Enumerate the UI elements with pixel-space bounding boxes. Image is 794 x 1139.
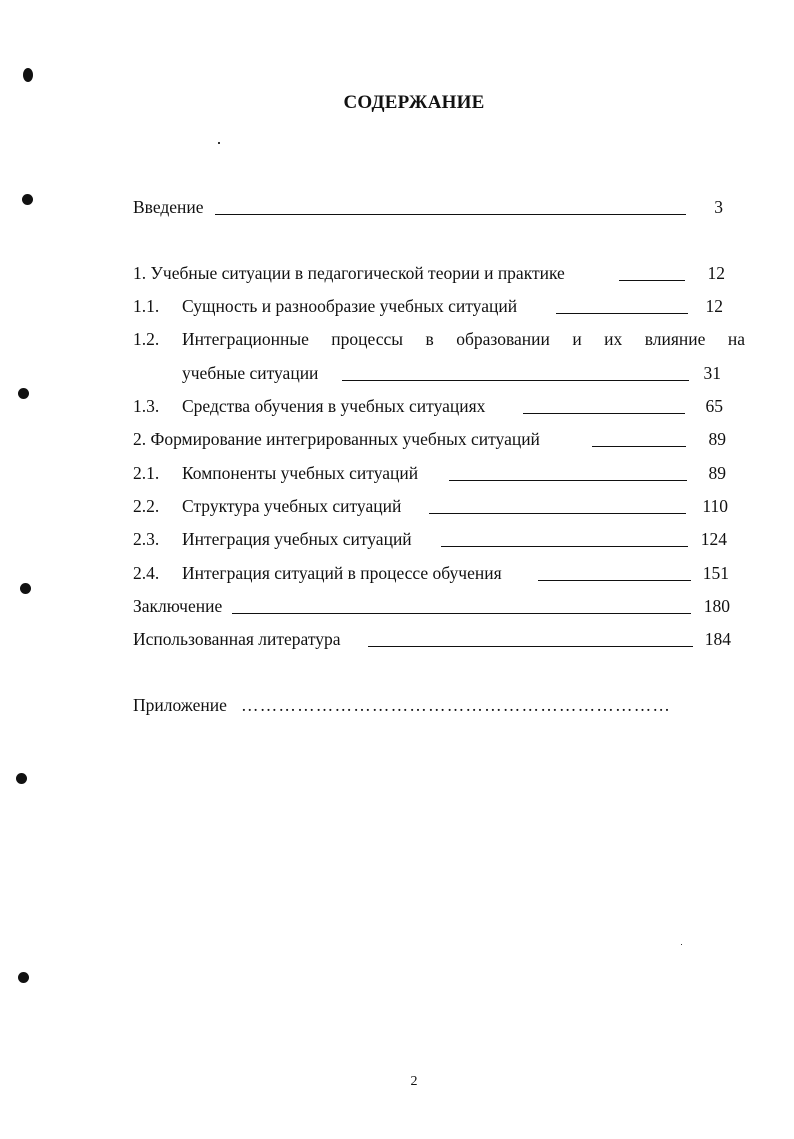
toc-entry-number: 1.2.: [133, 329, 160, 349]
toc-entry-page: 89: [708, 429, 726, 449]
toc-entry-number: 1.1.: [133, 296, 160, 316]
toc-leader-line: [342, 380, 689, 381]
toc-leader-line: [449, 480, 687, 481]
toc-entry-chapter-2: [133, 427, 733, 451]
scan-speck: [218, 142, 220, 144]
toc-entry-number: 1.3.: [133, 396, 160, 416]
toc-entry-number: 2.4.: [133, 563, 160, 583]
toc-entry-label: 1. Учебные ситуации в педагогической теории и практике: [133, 263, 565, 283]
toc-entry-label: Средства обучения в учебных ситуациях: [182, 396, 486, 416]
toc-leader-dots: ……………………………………………………………: [241, 695, 672, 715]
toc-entry-label: Интеграция ситуаций в процессе обучения: [182, 563, 502, 583]
toc-entry-label-line-2: учебные ситуации: [182, 363, 319, 383]
toc-leader-line: [538, 580, 691, 581]
toc-leader-line: [592, 446, 686, 447]
binder-hole: [22, 194, 33, 205]
page-title: СОДЕРЖАНИЕ: [343, 92, 485, 113]
toc-leader-line: [556, 313, 688, 314]
toc-leader-line: [232, 613, 691, 614]
binder-hole: [23, 68, 33, 82]
toc-entry-section-2-3: [133, 527, 733, 551]
toc-entry-page: 65: [705, 396, 723, 416]
toc-entry-section-2-4: [133, 561, 733, 585]
binder-hole: [18, 388, 29, 399]
toc-entry-number: 2.2.: [133, 496, 160, 516]
toc-entry-section-1-1: [133, 294, 733, 318]
toc-entry-section-2-1: [133, 461, 733, 485]
toc-entry-label: Структура учебных ситуаций: [182, 496, 402, 516]
toc-entry-page: 110: [702, 496, 728, 516]
binder-hole: [16, 773, 27, 784]
toc-entry-label: Сущность и разнообразие учебных ситуаций: [182, 296, 518, 316]
toc-entry-page: 12: [707, 263, 725, 283]
page-number: 2: [410, 1074, 418, 1089]
toc-entry-page: 3: [714, 197, 723, 217]
toc-leader-line: [368, 646, 693, 647]
toc-leader-line: [441, 546, 688, 547]
toc-entry-page: 89: [708, 463, 726, 483]
toc-entry-chapter-1: [133, 261, 733, 285]
toc-entry-section-2-2: [133, 494, 733, 518]
toc-entry-introduction: [133, 195, 733, 219]
scan-speck: [681, 944, 682, 945]
binder-hole: [20, 583, 31, 594]
toc-entry-label-line-1: Интеграционные процессы в образовании и их влияние на: [182, 329, 745, 349]
toc-leader-line: [429, 513, 686, 514]
toc-entry-label: 2. Формирование интегрированных учебных ситуаций: [133, 429, 540, 449]
toc-entry-label: Введение: [133, 197, 204, 217]
toc-leader-line: [619, 280, 685, 281]
toc-entry-label: Заключение: [133, 596, 223, 616]
toc-entry-number: 2.1.: [133, 463, 160, 483]
toc-entry-number: 2.3.: [133, 529, 160, 549]
toc-entry-page: 124: [700, 529, 727, 549]
toc-leader-line: [215, 214, 686, 215]
toc-leader-line: [523, 413, 685, 414]
toc-entry-page: 12: [705, 296, 723, 316]
toc-entry-page: 180: [703, 596, 730, 616]
toc-entry-section-1-3: [133, 394, 733, 418]
toc-entry-label: Компоненты учебных ситуаций: [182, 463, 419, 483]
toc-entry-section-1-2-continued: [182, 361, 733, 385]
toc-entry-literature: [133, 627, 733, 651]
toc-entry-page: 31: [703, 363, 721, 383]
toc-entry-label: Использованная литература: [133, 629, 341, 649]
toc-entry-page: 184: [704, 629, 731, 649]
toc-entry-label: Приложение: [133, 695, 227, 715]
toc-entry-appendix: [133, 693, 733, 717]
toc-entry-conclusion: [133, 594, 733, 618]
toc-entry-page: 151: [702, 563, 729, 583]
toc-entry-label: Интеграция учебных ситуаций: [182, 529, 412, 549]
binder-hole: [18, 972, 29, 983]
